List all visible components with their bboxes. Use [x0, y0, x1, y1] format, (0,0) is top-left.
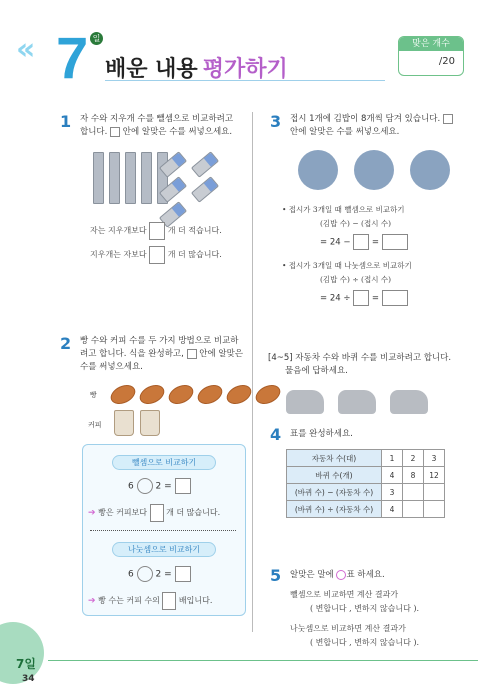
answer-cell[interactable]	[403, 501, 424, 518]
table-row: 자동차 수(대) 1 2 3	[287, 450, 445, 467]
q3-b2-eq: = 24 ÷ =	[320, 290, 408, 306]
q2-eq-div: 6 2 =	[128, 566, 191, 582]
footer-line	[48, 660, 478, 661]
eraser-icon	[191, 176, 219, 203]
car-icon	[338, 390, 376, 414]
answer-box[interactable]	[149, 246, 165, 264]
label-bread: 빵	[90, 391, 97, 399]
q5-number: 5	[270, 566, 282, 585]
answer-box[interactable]	[382, 234, 408, 250]
title-main: 배운 내용	[105, 57, 198, 82]
bread-icon	[253, 381, 284, 407]
day-number: 7	[56, 26, 89, 91]
q5-s1-options[interactable]: ( 변합니다 , 변하지 않습니다 ).	[310, 604, 420, 613]
gimbap-plate-icon	[298, 150, 338, 190]
eraser-icon	[159, 176, 187, 203]
q5-text: 알맞은 말에 표 하세요.	[290, 570, 385, 580]
answer-box[interactable]	[162, 592, 176, 610]
arrow-right-icon: ➔	[88, 596, 96, 606]
q1-text: 자 수와 지우개 수를 뺄셈으로 비교하려고 합니다. 안에 알맞은 수를 써넣으세요.	[80, 114, 234, 137]
q3-b1-title: • 접시가 3개일 때 뺄셈으로 비교하기	[282, 205, 405, 214]
q3-b2-formula: (김밥 수) ÷ (접시 수)	[320, 275, 391, 284]
q5-s1: 뺄셈으로 비교하면 계산 결과가	[290, 590, 399, 599]
coffee-cup-icon	[114, 410, 134, 436]
car-icon	[390, 390, 428, 414]
circle-mark-icon	[336, 570, 346, 580]
car-icon	[286, 390, 324, 414]
bread-picture	[110, 386, 281, 403]
ruler-icon	[141, 152, 152, 204]
score-box	[398, 36, 464, 76]
q3-b2-title: • 접시가 3개일 때 나눗셈으로 비교하기	[282, 261, 412, 270]
q45-intro: [4~5] 자동차 수와 바퀴 수를 비교하려고 합니다. 물음에 답하세요.	[268, 353, 452, 376]
pill-division: 나눗셈으로 비교하기	[112, 542, 216, 557]
q2-result-sub: ➔ 빵은 커피보다 개 더 많습니다.	[88, 504, 220, 522]
q4-table	[286, 449, 445, 518]
q5-s2-options[interactable]: ( 변합니다 , 변하지 않습니다 ).	[310, 638, 420, 647]
answer-box[interactable]	[175, 566, 191, 582]
gimbap-plate-icon	[354, 150, 394, 190]
table-row: (바퀴 수) − (자동차 수) 3	[287, 484, 445, 501]
q2-result-div: ➔ 빵 수는 커피 수의 배입니다.	[88, 592, 212, 610]
day-badge: 일	[90, 32, 103, 45]
page-number: 34	[22, 674, 35, 684]
score-label: 맞은 개수	[399, 37, 463, 51]
footer-day: 7일	[16, 657, 36, 671]
operator-circle[interactable]	[137, 566, 153, 582]
answer-box[interactable]	[382, 290, 408, 306]
bread-icon	[195, 381, 226, 407]
blank-box-icon	[110, 127, 120, 137]
q3-number: 3	[270, 112, 282, 131]
answer-box[interactable]	[353, 234, 369, 250]
answer-box[interactable]	[353, 290, 369, 306]
page-title	[105, 52, 288, 83]
bread-icon	[137, 381, 168, 407]
dotted-divider	[90, 530, 236, 531]
q4-text: 표를 완성하세요.	[290, 429, 353, 439]
q1-answer-1: 자는 지우개보다 개 더 적습니다.	[90, 222, 222, 240]
answer-cell[interactable]	[403, 484, 424, 501]
blank-box-icon	[187, 349, 197, 359]
ruler-icon	[109, 152, 120, 204]
answer-box[interactable]	[150, 504, 164, 522]
answer-cell[interactable]	[424, 501, 445, 518]
q1-number: 1	[60, 112, 72, 131]
label-coffee: 커피	[88, 421, 102, 429]
title-underline	[105, 80, 385, 81]
eraser-icon	[191, 151, 219, 178]
q4-number: 4	[270, 425, 282, 444]
answer-box[interactable]	[175, 478, 191, 494]
q1-answer-2: 지우개는 자보다 개 더 많습니다.	[90, 246, 222, 264]
plates-picture	[298, 150, 450, 190]
coffee-picture	[114, 410, 160, 436]
table-row: (바퀴 수) ÷ (자동차 수) 4	[287, 501, 445, 518]
bread-icon	[224, 381, 255, 407]
table-row: 바퀴 수(개) 4 8 12	[287, 467, 445, 484]
q3-b1-formula: (김밥 수) − (접시 수)	[320, 219, 391, 228]
answer-box[interactable]	[149, 222, 165, 240]
bread-icon	[166, 381, 197, 407]
q2-number: 2	[60, 334, 72, 353]
blank-box-icon	[443, 114, 453, 124]
ruler-icon	[93, 152, 104, 204]
erasers-picture	[160, 158, 240, 221]
operator-circle[interactable]	[137, 478, 153, 494]
coffee-cup-icon	[140, 410, 160, 436]
chevron-decoration: «	[16, 32, 30, 67]
arrow-right-icon: ➔	[88, 508, 96, 518]
cars-picture	[286, 390, 428, 414]
pill-subtraction: 뺄셈으로 비교하기	[112, 455, 216, 470]
title-accent: 평가하기	[202, 57, 288, 82]
bread-icon	[108, 381, 139, 407]
column-divider	[252, 112, 253, 632]
q3-b1-eq: = 24 − =	[320, 234, 408, 250]
rulers-picture	[93, 152, 168, 204]
score-total: /20	[438, 56, 455, 67]
answer-cell[interactable]	[424, 484, 445, 501]
ruler-icon	[125, 152, 136, 204]
gimbap-plate-icon	[410, 150, 450, 190]
q2-eq-sub: 6 2 =	[128, 478, 191, 494]
q5-s2: 나눗셈으로 비교하면 계산 결과가	[290, 624, 406, 633]
q2-text: 빵 수와 커피 수를 두 가지 방법으로 비교하 려고 합니다. 식을 완성하고, 안에 알맞은 수를 써넣으세요.	[80, 336, 244, 372]
q3-text: 접시 1개에 김밥이 8개씩 담겨 있습니다. 안에 알맞은 수를 써넣으세요.	[290, 113, 465, 139]
